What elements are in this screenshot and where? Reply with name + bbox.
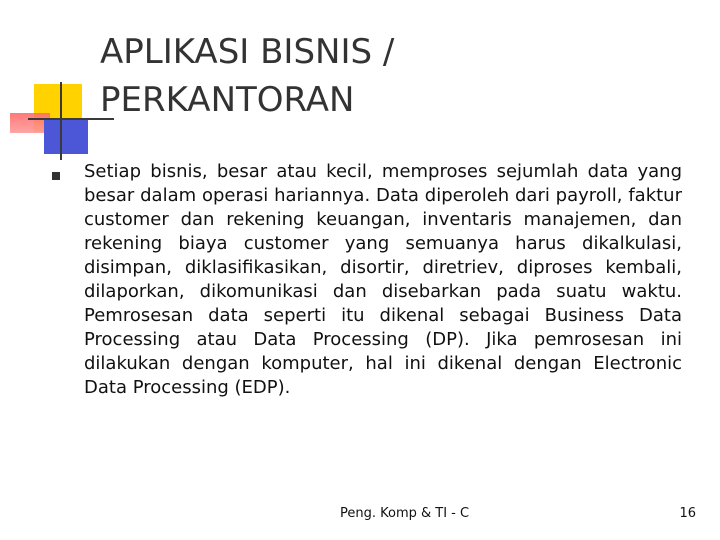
footer-course-label: Peng. Komp & TI - C <box>340 506 470 521</box>
decorative-vertical-line <box>60 82 62 160</box>
bullet-paragraph: Setiap bisnis, besar atau kecil, memproses sejumlah data yang besar dalam operasi hariannya. Data diperoleh dari payroll, faktur customer dan rekening keuangan, inventaris manajemen, dan rekening biaya customer yang semuanya harus dikalkulasi, disimpan, diklasifikasikan, disortir, diretriev, diproses kembali, dilaporkan, dikomunikasi dan disebarkan pada suatu waktu. Pemrosesan data seperti itu dikenal sebagai Business Data Processing atau Data Processing (DP). Jika pemrosesan ini dilakukan dengan komputer, hal ini dikenal dengan Electronic Data Processing (EDP). <box>84 161 682 398</box>
decorative-blue-square <box>44 118 88 154</box>
slide-title-line-2: PERKANTORAN <box>100 80 355 120</box>
slide-title <box>100 28 394 124</box>
decorative-corner-graphic <box>0 0 100 170</box>
slide-page-number: 16 <box>679 506 696 521</box>
slide-title-line-1: APLIKASI BISNIS / <box>100 32 395 72</box>
bullet-marker <box>52 172 60 180</box>
